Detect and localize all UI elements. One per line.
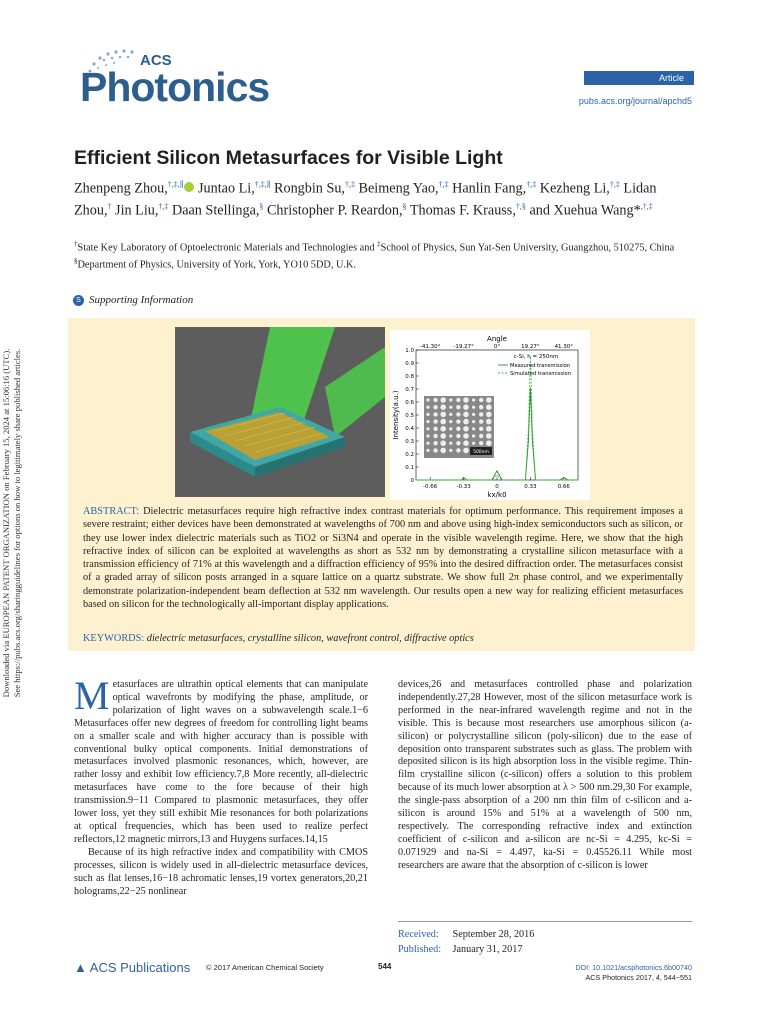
author-name[interactable]: Beimeng Yao, [358, 180, 439, 197]
author-list [74, 176, 694, 220]
author-name[interactable]: Hanlin Fang, [452, 180, 527, 197]
silicon-post [449, 427, 452, 430]
author-name[interactable]: and Xuehua Wang* [529, 202, 641, 219]
silicon-post [472, 413, 475, 416]
silicon-post [463, 397, 469, 403]
silicon-post [426, 413, 429, 416]
silicon-post [433, 448, 437, 452]
affiliation-1: State Key Laboratory of Optoelectronic Materials and Technologies and [77, 242, 378, 254]
author-affiliation-sup: †,‡ [609, 180, 620, 189]
silicon-post [486, 412, 492, 418]
silicon-post [472, 406, 475, 409]
silicon-post [433, 434, 437, 438]
author-name[interactable]: Juntao Li, [198, 180, 255, 197]
silicon-post [463, 404, 469, 410]
dropcap-letter: M [74, 673, 110, 718]
silicon-post [440, 426, 446, 432]
download-notice-line2: See https://pubs.acs.org/sharingguidelines for options on how to legitimately share published articles. [12, 348, 22, 698]
download-notice-line1: Downloaded via EUROPEAN PATENT ORGANIZATION on February 15, 2024 at 15:06:16 (UTC). [1, 348, 11, 698]
silicon-post [433, 427, 437, 431]
angle-tick-label: -41.30° [419, 344, 441, 350]
publisher-name: ACS Publications [89, 960, 191, 975]
silicon-post [463, 412, 469, 418]
x-tick-label: 0.66 [557, 484, 570, 490]
author-affiliation-sup: § [402, 202, 407, 212]
affil-sup-2: ‡ [377, 240, 381, 248]
doi-link[interactable]: DOI: 10.1021/acsphotonics.6b00740 [575, 963, 692, 972]
silicon-post [479, 427, 483, 431]
author-affiliation-sup: †,§ [515, 202, 526, 212]
received-date: September 28, 2016 [452, 929, 535, 940]
y-tick-label: 0.3 [405, 439, 414, 445]
citation-text: ACS Photonics 2017, 4, 544−551 [585, 972, 692, 982]
silicon-post [449, 434, 452, 437]
silicon-post [449, 449, 452, 452]
silicon-post [463, 433, 469, 439]
silicon-post [426, 434, 429, 437]
intro-paragraph-2: Because of its high refractive index and compatibility with CMOS processes, silicon is widely used in all-dielectric metasurface devices, such as flat lenses,16−18 achromatic lenses,19 vortex generators,20,21 holograms,22−25 nonlinear [74, 846, 368, 897]
transmission-chart [390, 330, 590, 500]
silicon-post [440, 397, 446, 403]
silicon-post [472, 434, 475, 437]
download-notice [1, 283, 23, 763]
silicon-post [426, 406, 429, 409]
abstract-label: ABSTRACT: [83, 506, 140, 517]
affiliations [74, 238, 694, 272]
supporting-info-label: Supporting Information [89, 294, 194, 306]
y-tick-label: 0.8 [405, 374, 414, 380]
x-tick-label: 0 [495, 484, 499, 490]
silicon-post [433, 412, 437, 416]
x-tick-label: 0.33 [524, 484, 537, 490]
silicon-post [486, 397, 492, 403]
silicon-post [456, 419, 460, 423]
silicon-post [426, 398, 429, 401]
silicon-post [463, 419, 469, 425]
silicon-post [440, 412, 446, 418]
affiliation-3: Department of Physics, University of York, York, YO10 5DD, U.K. [77, 259, 356, 271]
supporting-info-icon: S [73, 295, 84, 306]
author-affiliation-sup: †,‡ [344, 180, 355, 189]
silicon-post [463, 426, 469, 432]
abstract-text: Dielectric metasurfaces require high refractive index contrast materials for optimum performance. This requirement imposes a severe restraint; either devices have been demonstrated at wavelengths of 700 nm and above using high-index semiconductors such as silicon, or they use lower index dielectric materials such as TiO2 or Si3N4 and operate in the visible wavelength regime. Here, we show that the high refractive index of silicon can be exploited at wavelengths as short as 532 nm by demonstrating a crystalline silicon metasurface with a transmission efficiency of 71% at this wavelength and a diffraction efficiency of 95% into the desired diffraction order. The metasurfaces consist of a graded array of silicon posts arranged in a square lattice on a quartz substrate. We show full 2π phase control, and we experimentally demonstrate polarization-independent beam deflection at 532 nm wavelength. Our results open a new way for realizing efficient metasurfaces based on silicon for the technologically all-important display applications. [83, 506, 683, 611]
legend-label-simulated: Simulated transmission [510, 371, 572, 377]
author-affiliation-sup: ,†,‡ [640, 202, 653, 212]
silicon-post [479, 434, 483, 438]
y-tick-label: 0.4 [405, 426, 414, 432]
y-axis-label: Intensity(a.u.) [392, 390, 400, 440]
silicon-post [449, 420, 452, 423]
silicon-post [440, 419, 446, 425]
legend-title: c-Si, h = 250nm [513, 354, 559, 360]
silicon-post [433, 419, 437, 423]
intro-paragraph-1-text: etasurfaces are ultrathin optical elements that can manipulate optical wavefronts by modifying the phase, amplitude, or polarization of light waves on a subwavelength scale.1−6 Metasurfaces offer new degrees of freedom for controlling light beams on a smaller scale and with higher accuracy than is possible with conventional bulky optical components. Initial demonstrations of metasurfaces involved plasmonic resonances, which, however, are rather lossy and exhibit low efficiency.7,8 More recently, all-dielectric metasurfaces have come to the fore because of their high transmission.9−11 Compared to plasmonic metasurfaces, they offer lower loss, yet they still exhibit Mie resonances for both polarizations at optical frequencies, which has been used to realize perfect reflectors,12 magnetic mirrors,13 and Huygens surfaces.14,15 [74, 679, 368, 845]
toc-graphic-render [175, 327, 385, 497]
author-affiliation-sup: † [107, 202, 112, 212]
intro-paragraph-1 [74, 673, 368, 847]
keywords-label: KEYWORDS: [83, 633, 145, 644]
silicon-post [463, 440, 469, 446]
x-tick-label: -0.66 [423, 484, 438, 490]
silicon-post [449, 413, 452, 416]
silicon-post [426, 449, 429, 452]
acs-publications-logo[interactable] [74, 960, 190, 975]
silicon-post [456, 441, 460, 445]
legend-label-measured: Measured transmission [510, 363, 571, 369]
author-affiliation-sup: †,‡ [158, 202, 169, 212]
silicon-post [426, 427, 429, 430]
scale-bar-label: 500nm [473, 450, 489, 455]
journal-url-link[interactable]: pubs.acs.org/journal/apchd5 [578, 96, 692, 106]
silicon-post [486, 426, 492, 432]
silicon-post [456, 405, 460, 409]
published-date: January 31, 2017 [452, 943, 523, 955]
article-type-tag: Article [584, 71, 694, 85]
y-tick-label: 0.1 [405, 465, 414, 471]
silicon-post [449, 398, 452, 401]
intro-paragraph-3: devices,26 and metasurfaces controlled phase and polarization independently.27,28 However, most of the silicon metasurface work is performed in the near-infrared wavelength regime and not in the visible. This is because most researchers use amorphous silicon (a-silicon) or polycrystalline silicon (poly-silicon) due to the ease of deposition onto transparent substrates such as glass. The problem with deposited silicon is its high absorption loss in the visible regime. Thin-film crystalline silicon (c-silicon) offers a solution to this problem because of its much lower absorption at λ > 500 nm.29,30 For example, the single-pass absorption of a 200 nm thin film of c-silicon and a-silicon is around 15% and 51% at a wavelength of 500 nm, respectively. The corresponding refractive index and extinction coefficient of c-silicon and a-silicon are nc-Si = 4.295, kc-Si = 0.071929 and na-Si = 4.497, ka-Si = 0.45526.11 While most researchers are aware that the absorption of c-silicon is lower [398, 679, 692, 871]
y-tick-label: 0.2 [405, 452, 414, 458]
y-tick-label: 0.6 [405, 400, 414, 406]
silicon-post [456, 434, 460, 438]
silicon-post [486, 440, 492, 446]
author-affiliation-sup: †,‡ [526, 180, 537, 189]
author-affiliation-sup: †,‡,∥ [254, 180, 271, 189]
silicon-post [479, 405, 483, 409]
angle-tick-label: 0° [493, 344, 501, 350]
angle-tick-label: 41.30° [554, 344, 574, 350]
author-affiliation-sup: †,‡ [438, 180, 449, 189]
silicon-post [433, 441, 437, 445]
published-label: Published: [398, 943, 442, 955]
received-label: Received: [398, 929, 439, 940]
silicon-post [426, 442, 429, 445]
y-tick-label: 0.7 [405, 387, 414, 393]
y-tick-label: 0.5 [405, 413, 414, 419]
silicon-post [440, 440, 446, 446]
silicon-post [479, 419, 483, 423]
copyright-notice: © 2017 American Chemical Society [206, 963, 324, 972]
angle-tick-label: -19.27° [453, 344, 474, 350]
x-tick-label: -0.33 [456, 484, 471, 490]
author-name[interactable]: Daan Stellinga, [171, 202, 260, 219]
silicon-post [440, 433, 446, 439]
journal-logo[interactable] [70, 46, 290, 118]
supporting-info-link[interactable] [76, 294, 194, 306]
silicon-post [456, 427, 460, 431]
silicon-post [456, 448, 460, 452]
transmission-chart-svg [390, 330, 590, 500]
silicon-post [472, 420, 475, 423]
abstract-paragraph [83, 505, 683, 611]
author-affiliation-sup: § [259, 202, 264, 212]
publication-dates [398, 921, 692, 957]
silicon-post [440, 448, 446, 454]
affil-sup-3: § [74, 256, 78, 265]
body-column-right [398, 679, 692, 873]
silicon-post [472, 427, 475, 430]
author-name[interactable]: Jin Liu, [115, 202, 159, 219]
doi-citation [575, 963, 692, 982]
logo-acs-text: ACS [140, 52, 172, 69]
affiliation-2: School of Physics, Sun Yat-Sen University, Guangzhou, 510275, China [380, 242, 675, 254]
author-name[interactable]: Kezheng Li, [539, 180, 610, 197]
y-tick-label: 1.0 [405, 348, 414, 354]
angle-axis-label: Angle [487, 335, 507, 343]
silicon-post [486, 404, 492, 410]
author-name[interactable]: Lidan Zhou, [74, 180, 657, 219]
silicon-post [456, 398, 460, 402]
silicon-post [433, 405, 437, 409]
silicon-post [433, 398, 437, 402]
logo-name-text: Photonics [80, 64, 270, 110]
silicon-post [449, 406, 452, 409]
author-name[interactable]: Rongbin Su, [274, 180, 345, 197]
page-number: 544 [378, 962, 392, 971]
paper-title: Efficient Silicon Metasurfaces for Visible Light [74, 147, 503, 169]
silicon-post [472, 442, 475, 445]
silicon-post [426, 420, 429, 423]
keywords-line [83, 633, 683, 644]
silicon-post [449, 442, 452, 445]
y-tick-label: 0 [410, 478, 414, 484]
silicon-post [479, 398, 483, 402]
acs-triangle-icon: ▲ [74, 960, 87, 975]
affil-sup-1: † [74, 240, 78, 248]
author-name[interactable]: Zhenpeng Zhou, [74, 180, 168, 197]
orcid-icon[interactable] [184, 182, 194, 192]
angle-tick-label: 19.27° [521, 344, 540, 350]
keywords-text: dielectric metasurfaces, crystalline silicon, wavefront control, diffractive optics [146, 633, 474, 644]
silicon-post [456, 412, 460, 416]
silicon-post [486, 419, 492, 425]
silicon-post [479, 441, 483, 445]
silicon-post [472, 398, 475, 401]
y-tick-label: 0.9 [405, 361, 414, 367]
body-column-left [74, 673, 368, 898]
silicon-post [486, 433, 492, 439]
author-name[interactable]: Christopher P. Reardon, [266, 202, 403, 219]
metasurface-render-image [175, 327, 385, 497]
silicon-post [440, 404, 446, 410]
silicon-post [479, 412, 483, 416]
author-affiliation-sup: †,‡,∥ [167, 180, 184, 189]
silicon-post [463, 448, 469, 454]
x-axis-label: kx/k0 [487, 491, 507, 499]
author-name[interactable]: Thomas F. Krauss, [409, 202, 516, 219]
